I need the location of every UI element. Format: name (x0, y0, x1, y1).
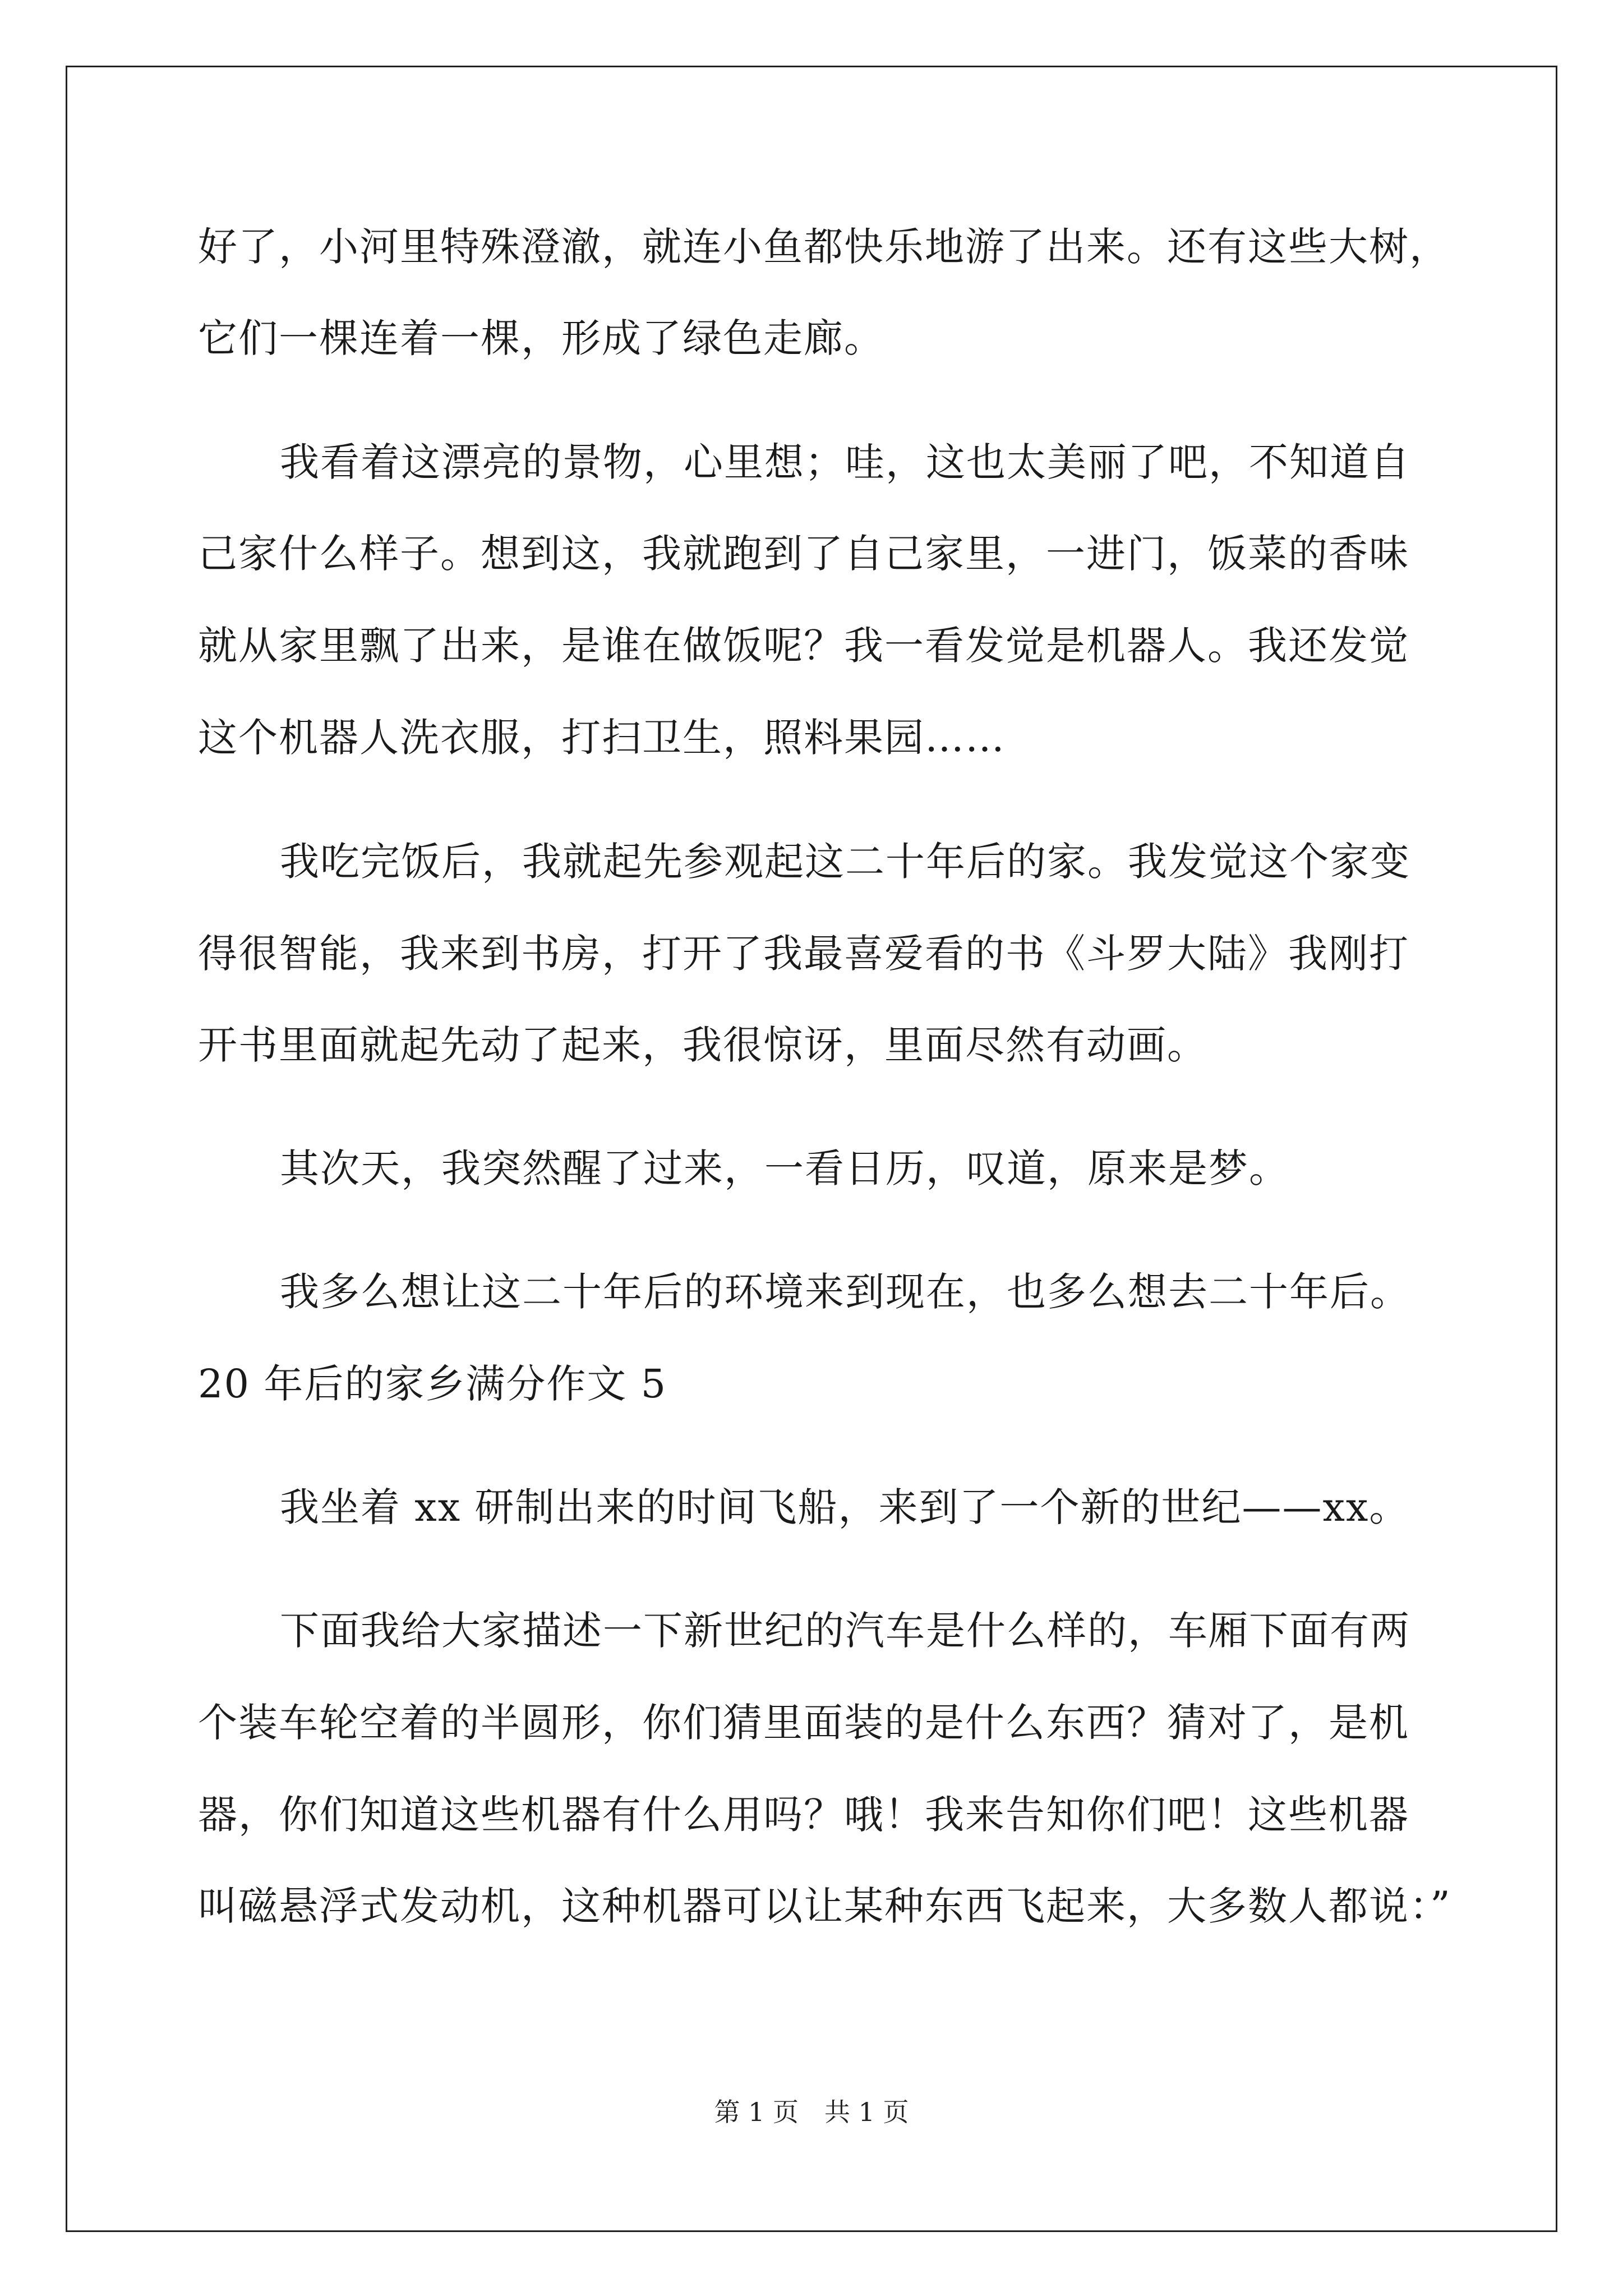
text-line: 好了，小河里特殊澄澈，就连小鱼都快乐地游了出来。还有这些大树， (198, 224, 1450, 270)
text-line: 叫磁悬浮式发动机，这种机器可以让某种东西飞起来，大多数人都说：” (198, 1883, 1451, 1929)
paragraph-start-line: 我多么想让这二十年后的环境来到现在，也多么想去二十年后。 (280, 1269, 1410, 1315)
paragraph-start-line: 我吃完饭后，我就起先参观起这二十年后的家。我发觉这个家变 (280, 839, 1410, 885)
paragraph-start-line: 我坐着 xx 研制出来的时间飞船，来到了一个新的世纪——xx。 (280, 1484, 1410, 1530)
text-line: 得很智能，我来到书房，打开了我最喜爱看的书《斗罗大陆》我刚打 (198, 931, 1409, 977)
text-line: 己家什么样子。想到这，我就跑到了自己家里，一进门，饭菜的香味 (198, 531, 1409, 577)
text-line: 它们一棵连着一棵，形成了绿色走廊。 (198, 315, 884, 361)
page-number-footer: 第 1 页 共 1 页 (714, 2097, 909, 2127)
text-line: 就从家里飘了出来，是谁在做饭呢？我一看发觉是机器人。我还发觉 (198, 623, 1409, 669)
paragraph-start-line: 我看着这漂亮的景物，心里想；哇，这也太美丽了吧，不知道自 (280, 439, 1410, 485)
section-heading: 20 年后的家乡满分作文 5 (198, 1361, 667, 1407)
text-line: 开书里面就起先动了起来，我很惊讶，里面尽然有动画。 (198, 1022, 1207, 1068)
text-line: 这个机器人洗衣服，打扫卫生，照料果园…… (198, 715, 1006, 761)
paragraph-start-line: 下面我给大家描述一下新世纪的汽车是什么样的，车厢下面有两 (280, 1608, 1410, 1654)
paragraph-start-line: 其次天，我突然醒了过来，一看日历，叹道，原来是梦。 (280, 1145, 1289, 1191)
text-line: 器，你们知道这些机器有什么用吗？哦！我来告知你们吧！这些机器 (198, 1792, 1409, 1838)
text-line: 个装车轮空着的半圆形，你们猜里面装的是什么东西？猜对了，是机 (198, 1700, 1409, 1746)
